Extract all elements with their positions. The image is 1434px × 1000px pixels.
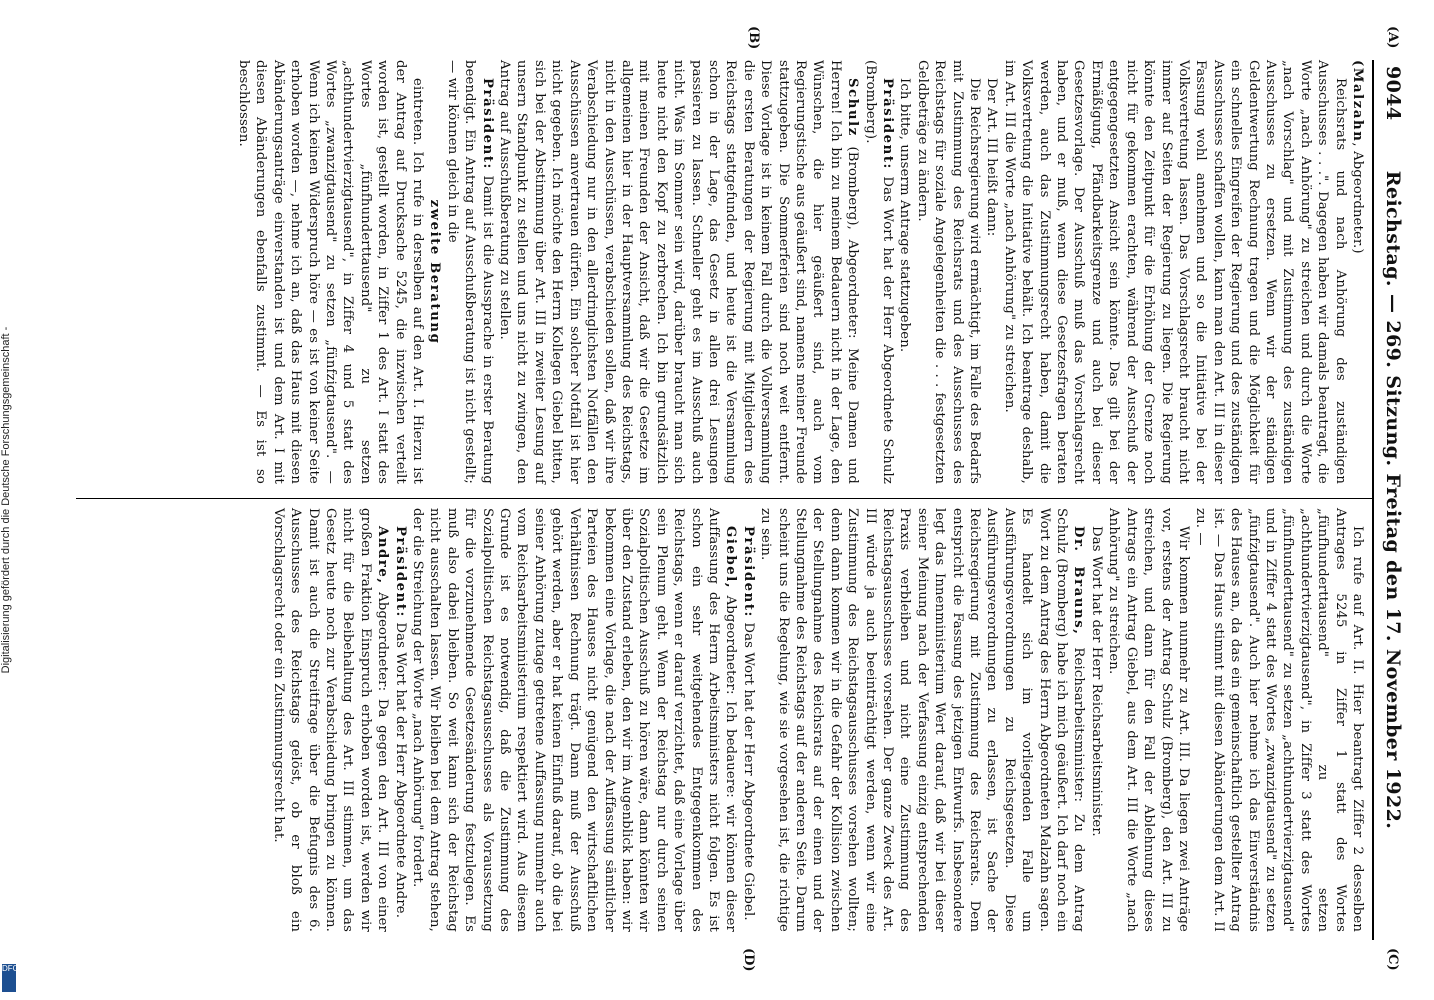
newspaper-page	[76, 26, 1406, 972]
paragraph-text: Das Wort hat der Herr Reichsarbeitsminister.	[1088, 526, 1104, 837]
paragraph	[1349, 60, 1366, 484]
paragraph-text: Abgeordneter: Ich bedauere: wir können dieser Auffassung des Herrn Arbeitsministers nicht folgen. Es ist schon ein sehr weitgehendes Entgegenkommen des Reichstags, wenn er darauf verzichtet, daß eine Vorlage über sein Plenum geht. Wenn der Reichstag nur durch seinen Sozialpolitischen Ausschuß zu hören wäre, dann könnten wir über den Zustand erleben, den wir im Augenblick haben: wir bekommen eine Vorlage, die nach der Auffassung sämtlicher Parteien des Hauses nicht genügend den wirtschaftlichen Verhältnissen Rechnung trägt. Dann muß der Ausschuß gehört werden, aber er hat keinen Einfluß darauf, ob die bei seiner Anhörung zutage getretene Auffassung nunmehr auch vom Reichsarbeitsministerium respektiert wird. Aus diesem Grunde ist es notwendig, daß die Zustimmung des Sozialpolitischen Reichstagsausschusses als Voraussetzung für die vorzunehmende Gesetzesänderung festzulegen. Es muß also dabei bleiben. So weit kann sich der Reichstag nicht ausschalten lassen. Wir bleiben bei dem Antrag stehen, der die Streichung der Worte „nach Anhörung" fordert.	[410, 508, 739, 932]
paragraph	[896, 60, 913, 484]
paragraph-text: Damit ist die Aussprache in erster Beratung beendigt. Ein Antrag auf Ausschußberatung ist nicht gestellt; — wir können gleich in die	[444, 60, 495, 484]
speaker-name: Giebel,	[723, 526, 739, 590]
paragraph-text: Der Art. III heißt dann:	[984, 78, 1000, 237]
paragraph-text: , Abgeordneter.)	[1350, 142, 1365, 254]
paragraph	[1000, 60, 1348, 484]
paragraph	[235, 60, 426, 484]
paragraph	[757, 508, 1088, 932]
paragraph-text: Das Wort hat der Herr Abgeordnete Giebel.	[740, 618, 756, 921]
page-number: 9044	[1382, 66, 1404, 121]
speaker-name: Präsident:	[479, 78, 495, 171]
paragraph	[983, 60, 1000, 484]
paragraph-text: Ich bitte, unserm Antrage stattzugeben.	[897, 78, 913, 353]
paragraph	[443, 60, 495, 484]
paragraph	[391, 508, 408, 932]
page-title: Reichstag. — 269. Sitzung. Freitag den 17. November 1922.	[1382, 170, 1404, 830]
paragraph-text: Reichsrats und nach Anhörung des zuständigen Ausschusses . . .". Dagegen haben wir damals beantragt, die Worte „nach Anhörung" zu streichen und durch die Worte „nach Vorschlag" und mit Zustimmung des zuständigen Ausschusses zu ersetzen. Wenn wir der ständigen Geldentwertung Rechnung tragen und die Möglichkeit für ein schnelles Eingreifen der Regierung und des zuständigen Ausschusses schaffen wollen, kann man den Art. III in dieser Fassung wohl annehmen und so die Initiative bei der Volksvertretung lassen. Das Vorschlagsrecht braucht nicht immer auf Seiten der Regierung zu liegen. Die Regierung könnte den Zeitpunkt für die Erhöhung der Grenze noch nicht für gekommen erachten, während der Ausschuß der entgegengesetzten Ansicht sein könnte. Das gilt bei der Ermäßigung, Pfändbarkeitsgrenze und auch bei dieser Gesetzesvorlage. Der Ausschuß muß das Vorschlagsrecht haben, und er muß, wenn diese Gesetzesfragen beraten werden, auch das Zustimmungsrecht haben, damit die Volksvertretung die Initiative behält. Ich beantrage deshalb, im Art. III die Worte „nach Anhörung" zu streichen.	[1001, 60, 1348, 484]
paragraph-text: Das Wort hat der Herr Abgeordnete Andre.	[392, 618, 408, 919]
dfg-logo-icon: DFG	[2, 964, 16, 992]
speaker-name: Präsident:	[392, 526, 408, 619]
paragraph	[1192, 508, 1366, 932]
marker-c: (C)	[1385, 948, 1400, 971]
paragraph	[1088, 508, 1105, 932]
paragraph-text: Wir kommen nunmehr zu Art. III. Da liegen zwei Anträge vor, erstens der Antrag Schulz (Bromberg), den Art. III zu streichen, und dann für den Fall der Ablehnung dieses Antrags ein Antrag Giebel, aus dem Art. III die Worte „nach Anhörung" zu streichen.	[1106, 508, 1191, 932]
marker-b: (B)	[746, 26, 761, 50]
section-heading: zweite Beratung	[427, 199, 443, 345]
speaker-name: Präsident:	[740, 526, 756, 619]
right-column	[269, 508, 1366, 932]
paragraph-text: Ich rufe auf Art. II. Hier beantragt Ziffer 2 desselben Antrages 5245 in Ziffer 1 statt des Wortes „fünfhunderttausend" zu setzen „achthundertvierzigtausend", in Ziffer 3 statt des Wortes „fünfhunderttausend" zu setzen „achthundertvierzigtausend" und in Ziffer 4 statt des Wortes „zwanzigtausend" zu setzen „fünfzigtausend". Auch hier nehme ich das Einverständnis des Hauses an, da das ein gemeinschaftlich gestellter Antrag ist. — Das Haus stimmt mit diesen Abänderungen dem Art. II zu. —	[1193, 508, 1365, 932]
speaker-name: Andre,	[375, 526, 391, 585]
page-header	[1372, 60, 1406, 940]
paragraph-text: Die Reichsregierung wird ermächtigt, im Falle des Bedarfs mit Zustimmung des Reichsrats und des Ausschusses des Reichstags für soziale Angelegenheiten die . . . festgesetzten Geldbeträge zu ändern.	[914, 60, 983, 484]
paragraph-text: (Bromberg), Abgeordneter: Meine Damen und Herren! Ich bin zu meinem Bedauern nicht in der Lage, den Wünschen, die hier geäußert sind, auch vom Regierungstische aus geäußert sind, namens meiner Freunde stattzugeben. Die Sommerferien sind noch weit entfernt. Diese Vorlage ist in keinem Fall durch die Vollversammlung die ersten Beratungen der Regierung mit Mitgliedern des Reichstags stattgefunden, und heute ist die Versammlung schon in der Lage, das Gesetz in allen drei Lesungen passieren zu lassen. Schneller geht es im Ausschuß auch nicht. Was im Sommer sein wird, darüber braucht man sich heute nicht den Kopf zu zerbrechen. Ich bin grundsätzlich mit meinen Freunden der Ansicht, daß wir die Gesetze im allgemeinen hier in der Hauptversammlung des Reichstags, nicht in den Ausschüssen, verabschieden sollen, daß wir ihre Verabschiedung nur in den allerdringlichsten Notfällen den Ausschüssen anvertrauen dürfen. Ein solcher Notfall ist hier nicht gegeben. Ich möchte den Herrn Kollegen Giebel bitten, sich bei der Abstimmung über Art. III in zweiter Lesung auf unsern Standpunkt zu stellen und uns nicht zu zwingen, den Antrag auf Ausschußberatung zu stellen.	[497, 60, 861, 484]
paragraph	[269, 508, 391, 932]
speaker-name: (Malzahn	[1350, 60, 1365, 143]
paragraph	[861, 60, 896, 484]
paragraph	[739, 508, 756, 932]
speaker-name: Präsident:	[880, 78, 896, 171]
speaker-name: Dr. Brauns,	[1071, 526, 1087, 636]
paragraph-text: eintreten. Ich rufe in derselben auf den Art. I. Hierzu ist der Antrag auf Drucksache 5245, die inzwischen verteilt worden ist, gestellt worden, in Ziffer 1 des Art. I statt des Wortes „fünfhunderttausend" zu setzen „achthundertvierzigtausend", in Ziffer 4 und 5 statt des Wortes „zwanzigtausend" zu setzen „fünfzigtausend". — Wenn ich keinen Widerspruch höre — es ist von keiner Seite erhoben worden —, nehme ich an, daß das Haus mit diesen Abänderungsanträge einverstanden ist und dem Art. I mit diesen Abänderungen ebenfalls zustimmt. — Es ist so beschlossen.	[236, 60, 426, 484]
marker-d: (D)	[741, 948, 756, 972]
credit-text: Digitalisierung gefördert durch die Deutsche Forschungsgemeinschaft -	[0, 326, 12, 674]
paragraph-text: Reichsarbeitsminister: Zu dem Antrag Schulz (Bromberg) habe ich mich geäußert. Ich darf noch ein Wort zu dem Antrag des Herrn Abgeordneten Malzahn sagen. Es handelt sich im vorliegenden Falle um Ausführungsverordnungen zu Reichsgesetzen. Diese Ausführungsverordnungen zu erlassen, ist Sache der Reichsregierung mit Zustimmung des Reichsrats. Dem entspricht die Fassung des jetzigen Entwurfs. Insbesondere legt das Innenministerium Wert darauf, daß wir bei dieser seiner Meinung nach der Verfassung einzig entsprechenden Praxis verbleiben und nicht eine Zustimmung des Reichstagsausschusses vorsehen. Der ganze Zweck des Art. III würde ja auch beeinträchtigt werden, wenn wir eine Zustimmung des Reichstagsausschusses vorsehen wollten; denn dann kommen wir in die Gefahr der Kollision zwischen der Stellungnahme des Reichsrats auf der einen und der Stellungnahme des Reichstags auf der anderen Seite. Darum scheint uns die Regelung, wie sie vorgesehen ist, die richtige zu sein.	[758, 508, 1087, 932]
paragraph	[496, 60, 862, 484]
paragraph	[1105, 508, 1192, 932]
paragraph-text: Abgeordneter: Da gegen den Art. III von einer großen Fraktion Einspruch erhoben worden ist, werden wir nicht für die Beibehaltung des Art. III stimmen, um das Gesetz heute noch zur Verabschiedung bringen zu können. Damit ist auch die Streitfrage über die Befugnis des 6. Ausschusses des Reichstags gelöst, ob er bloß ein Vorschlagsrecht oder ein Zustimmungsrecht hat.	[270, 508, 391, 932]
speaker-name: Schulz	[845, 78, 861, 137]
left-column	[235, 60, 1366, 484]
paragraph-text: Das Wort hat der Herr Abgeordnete Schulz (Bromberg).	[862, 60, 896, 484]
paragraph	[913, 60, 983, 484]
column-divider	[76, 498, 1372, 499]
header-rule	[1372, 60, 1374, 940]
digitization-credit	[0, 0, 18, 1000]
paragraph	[409, 508, 740, 932]
marker-a: (A)	[1385, 26, 1400, 49]
